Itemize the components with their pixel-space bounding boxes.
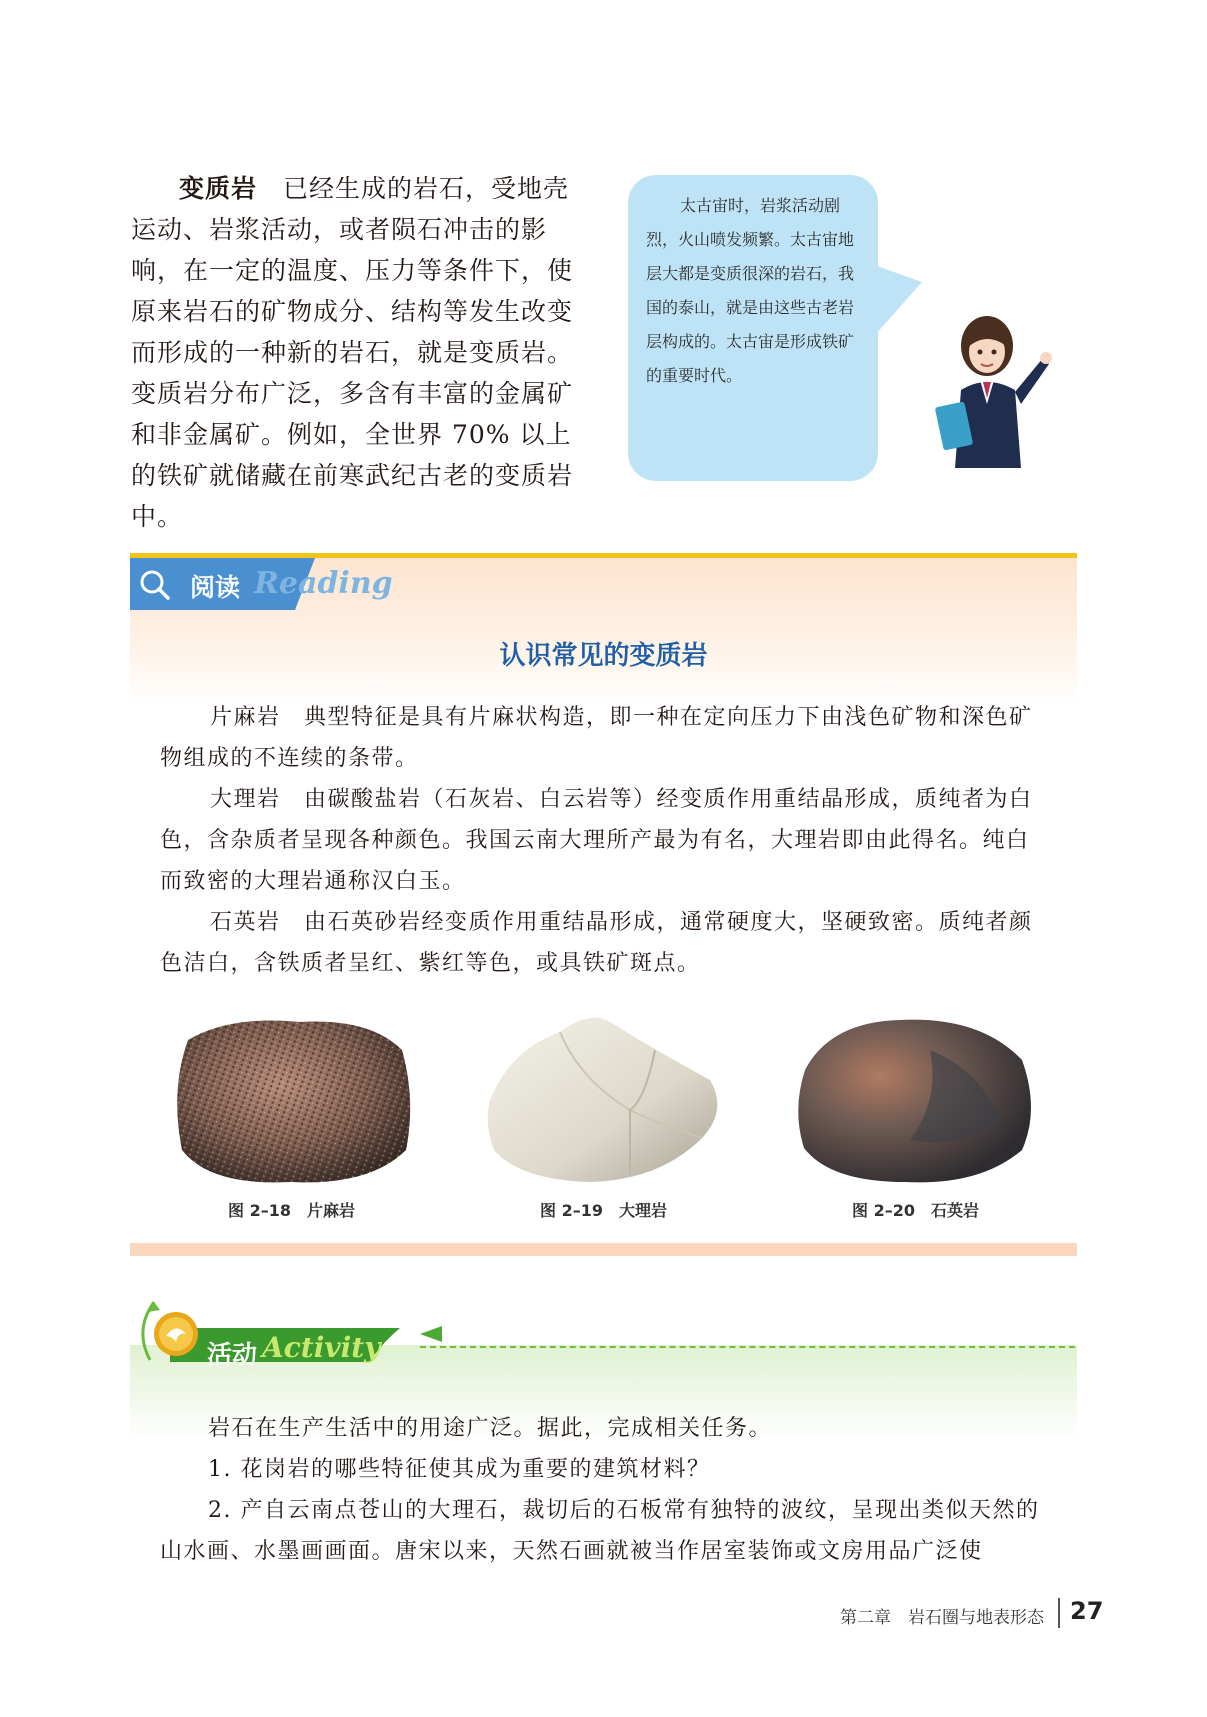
activity-body	[160, 1408, 1048, 1572]
activity-tab-label: 活动	[207, 1340, 258, 1369]
reading-item-quartzite	[160, 902, 1048, 984]
student-character-illustration	[925, 308, 1060, 468]
reading-title: 认识常见的变质岩	[499, 641, 708, 671]
quartzite-photo	[790, 1010, 1040, 1190]
marble-photo	[480, 1010, 730, 1190]
term-quartzite: 石英岩	[210, 910, 281, 935]
text-marble: 由碳酸盐岩（石灰岩、白云岩等）经变质作用重结晶形成，质纯者为白色，含杂质者呈现各种颜色。我国云南大理所产最为有名，大理岩即由此得名。纯白而致密的大理岩通称汉白玉。	[160, 787, 1033, 894]
reading-tab-label: 阅读	[190, 573, 241, 602]
text-quartzite: 由石英砂岩经变质作用重结晶形成，通常硬度大，坚硬致密。质纯者颜色洁白，含铁质者呈红、紫红等色，或具铁矿斑点。	[160, 910, 1033, 976]
activity-question-2: 2. 产自云南点苍山的大理石，裁切后的石板常有独特的波纹，呈现出类似天然的山水画、水墨画画面。唐宋以来，天然石画就被当作居室装饰或文房用品广泛使	[160, 1498, 1040, 1564]
activity-intro: 岩石在生产生活中的用途广泛。据此，完成相关任务。	[208, 1416, 773, 1441]
reading-bottom-bar	[130, 1243, 1077, 1256]
bubble-text: 太古宙时，岩浆活动剧烈，火山喷发频繁。太古宙地层大都是变质很深的岩石，我国的泰山，就是由这些古老岩层构成的。太古宙是形成铁矿的重要时代。	[646, 196, 855, 385]
caption-fig-2-19: 图 2–19 大理岩	[540, 1201, 667, 1220]
reading-item-gneiss	[160, 697, 1048, 779]
intro-term: 变质岩	[179, 174, 258, 203]
term-gneiss: 片麻岩	[210, 705, 281, 730]
caption-fig-2-18: 图 2–18 片麻岩	[228, 1201, 355, 1220]
term-marble: 大理岩	[210, 787, 281, 812]
reading-tab-english: Reading	[254, 566, 393, 601]
reading-item-marble	[160, 779, 1048, 902]
caption-fig-2-20: 图 2–20 石英岩	[852, 1201, 979, 1220]
footer-separator	[1058, 1598, 1060, 1628]
reading-body	[160, 697, 1048, 984]
page-number: 27	[1070, 1597, 1104, 1625]
intro-text: 已经生成的岩石，受地壳运动、岩浆活动，或者陨石冲击的影响，在一定的温度、压力等条件下，使原来岩石的矿物成分、结构等发生改变而形成的一种新的岩石，就是变质岩。变质岩分布广泛，多含有丰富的金属矿和非金属矿。例如，全世界 70% 以上的铁矿就储藏在前寒武纪古老的变质岩中。	[131, 174, 574, 531]
intro-paragraph	[131, 168, 587, 537]
activity-question-1: 1. 花岗岩的哪些特征使其成为重要的建筑材料？	[208, 1457, 711, 1482]
text-gneiss: 典型特征是具有片麻状构造，即一种在定向压力下由浅色矿物和深色矿物组成的不连续的条带。	[160, 705, 1033, 771]
footer-chapter: 第二章 岩石圈与地表形态	[840, 1608, 1044, 1628]
speech-bubble	[628, 175, 878, 481]
activity-tab-english: Activity	[262, 1331, 381, 1364]
gneiss-photo	[170, 1010, 420, 1190]
